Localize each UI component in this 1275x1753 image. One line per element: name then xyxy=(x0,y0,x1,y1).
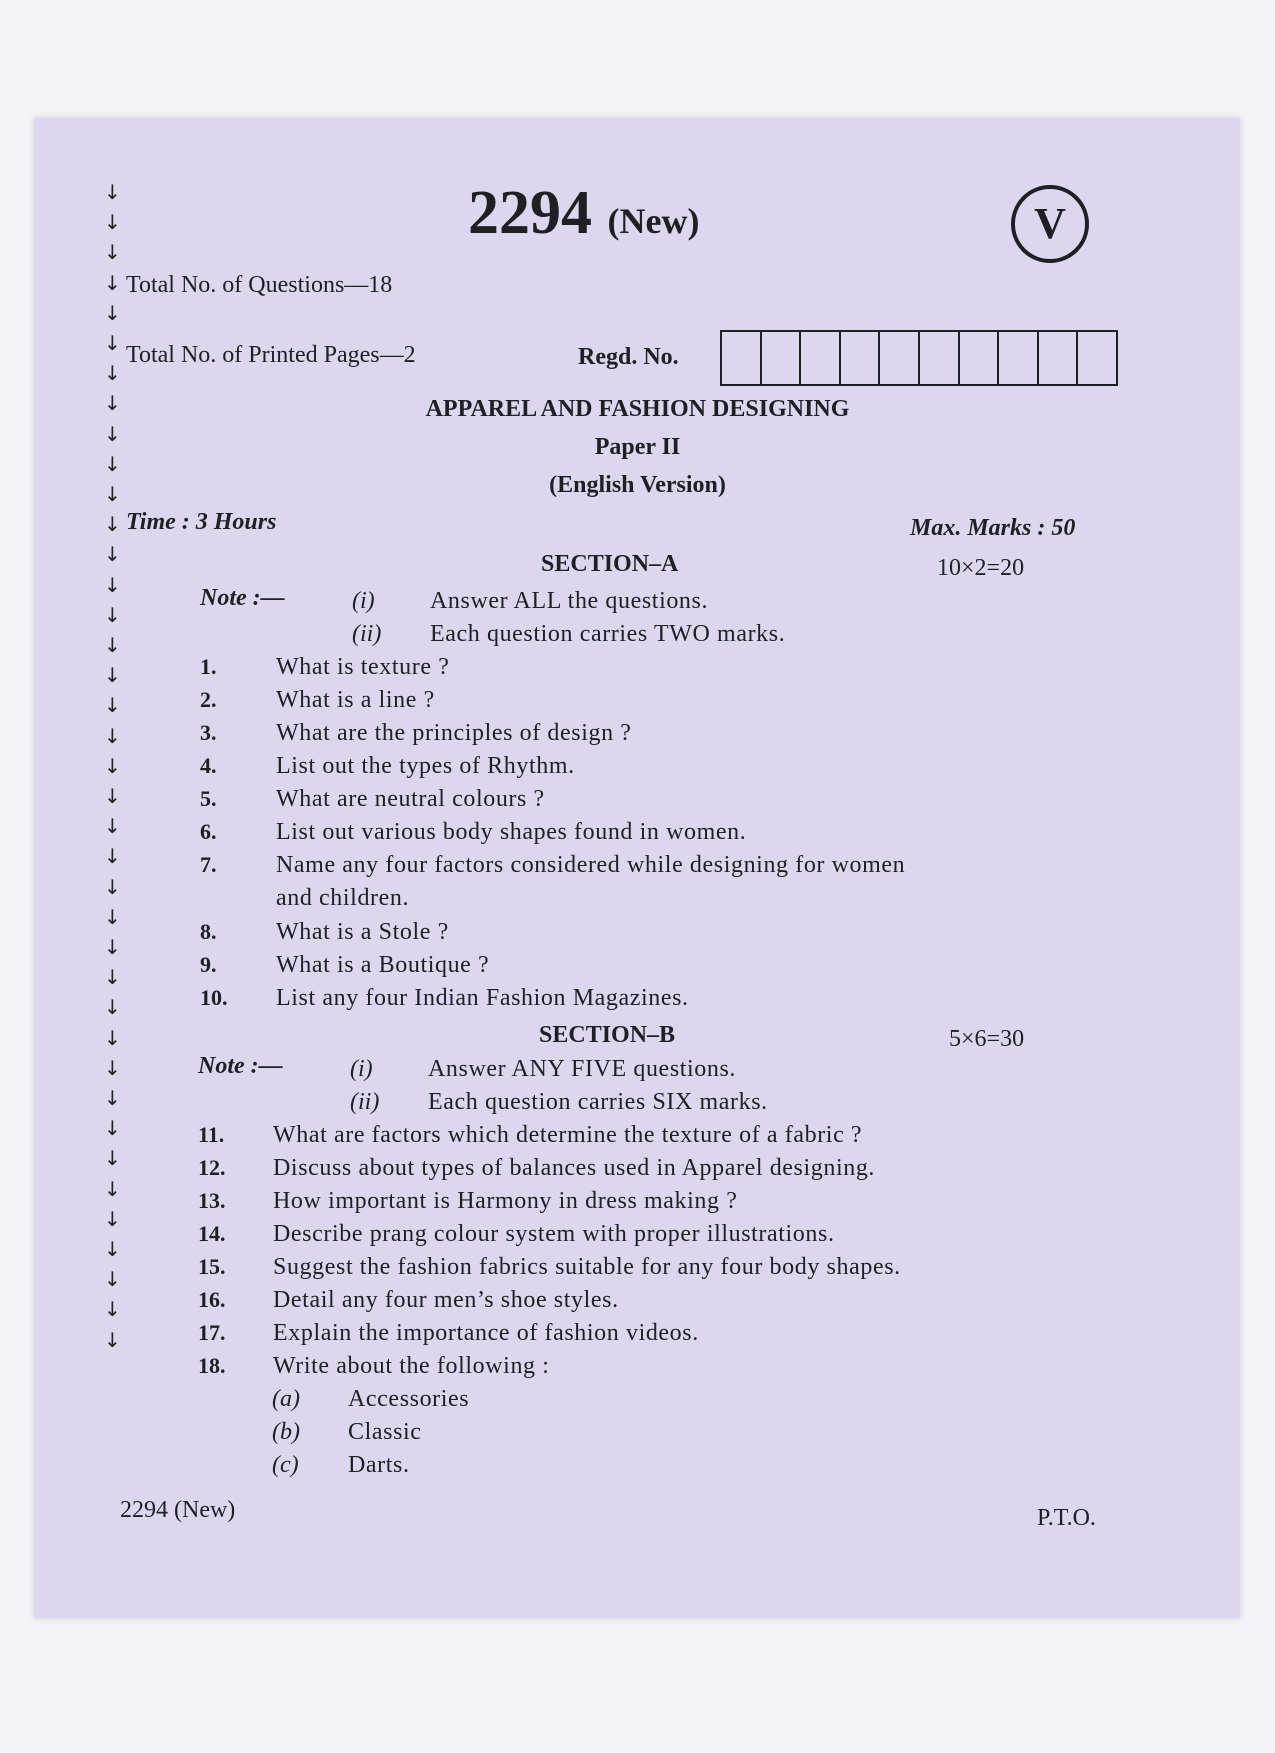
margin-arrow: ↓ xyxy=(104,693,121,718)
paper-code: 2294 (New) xyxy=(468,179,700,247)
margin-arrow: ↓ xyxy=(104,1237,121,1261)
margin-arrow: ↓ xyxy=(104,300,121,325)
margin-arrow: ↓ xyxy=(104,1297,121,1322)
margin-arrow: ↓ xyxy=(104,965,121,990)
question-text: List out various body shapes found in women. xyxy=(276,819,747,845)
question-text: What is texture ? xyxy=(276,654,450,680)
question-text: Explain the importance of fashion videos. xyxy=(273,1320,699,1346)
question-number: 6. xyxy=(200,819,217,844)
question-number: 2. xyxy=(200,687,217,712)
question-text: Write about the following : xyxy=(273,1353,550,1379)
margin-arrow: ↓ xyxy=(104,602,121,627)
margin-arrow: ↓ xyxy=(104,1055,121,1080)
margin-arrow: ↓ xyxy=(104,210,121,235)
question-number: 16. xyxy=(198,1287,226,1312)
question-number: 18. xyxy=(198,1353,226,1378)
margin-arrow: ↓ xyxy=(104,844,121,869)
question-number: 9. xyxy=(200,952,217,977)
total-questions: Total No. of Questions—18 xyxy=(126,272,393,298)
paper-number: Paper II xyxy=(594,434,681,460)
version-label: (English Version) xyxy=(549,472,726,498)
question-number: 5. xyxy=(200,786,217,811)
section-b-note-label: Note :— xyxy=(198,1053,283,1079)
margin-arrow: ↓ xyxy=(104,723,121,748)
subpart-text: Accessories xyxy=(348,1386,470,1412)
question-number: 4. xyxy=(200,753,217,778)
subpart-label: (c) xyxy=(272,1452,299,1478)
margin-arrow: ↓ xyxy=(104,784,121,808)
subpart-text: Darts. xyxy=(348,1452,410,1478)
margin-arrow: ↓ xyxy=(104,1176,121,1201)
margin-arrow: ↓ xyxy=(104,995,121,1020)
question-text: Detail any four men’s shoe styles. xyxy=(273,1287,619,1313)
question-text: Discuss about types of balances used in Apparel designing. xyxy=(273,1155,876,1181)
max-marks: Max. Marks : 50 xyxy=(910,515,1076,541)
question-text: What are factors which determine the texture of a fabric ? xyxy=(273,1122,863,1148)
question-number: 17. xyxy=(198,1320,226,1345)
subpart-text: Classic xyxy=(348,1419,422,1445)
margin-arrow: ↓ xyxy=(104,572,121,597)
margin-arrow: ↓ xyxy=(104,421,121,446)
margin-arrow: ↓ xyxy=(104,361,121,386)
margin-arrow: ↓ xyxy=(104,331,121,355)
margin-arrow: ↓ xyxy=(104,753,121,778)
total-pages: Total No. of Printed Pages—2 xyxy=(126,342,416,368)
question-number: 13. xyxy=(198,1188,226,1213)
question-text: What are the principles of design ? xyxy=(276,720,632,746)
question-number: 14. xyxy=(198,1221,226,1246)
margin-arrow: ↓ xyxy=(104,633,121,657)
margin-arrow: ↓ xyxy=(104,814,121,839)
margin-arrow: ↓ xyxy=(104,451,121,476)
question-text-continued: and children. xyxy=(276,885,410,911)
question-text: Describe prang colour system with proper illustrations. xyxy=(273,1221,835,1247)
note-text: Answer ALL the questions. xyxy=(430,588,709,614)
question-number: 3. xyxy=(200,720,217,745)
margin-arrow: ↓ xyxy=(104,663,121,688)
margin-arrow: ↓ xyxy=(104,482,121,506)
margin-arrow: ↓ xyxy=(104,874,121,899)
margin-arrow: ↓ xyxy=(104,1116,121,1141)
subpart-label: (a) xyxy=(272,1386,300,1412)
section-b-heading: SECTION–B xyxy=(539,1022,676,1048)
margin-arrow: ↓ xyxy=(104,1206,121,1231)
note-text: Answer ANY FIVE questions. xyxy=(428,1056,737,1082)
question-text: What is a Boutique ? xyxy=(276,952,490,978)
margin-arrow: ↓ xyxy=(104,512,121,537)
margin-arrow: ↓ xyxy=(104,270,121,295)
section-a-heading: SECTION–A xyxy=(541,551,679,577)
margin-arrow: ↓ xyxy=(104,180,121,204)
note-number: (i) xyxy=(352,588,375,614)
subject-title: APPAREL AND FASHION DESIGNING xyxy=(425,396,850,422)
margin-arrow: ↓ xyxy=(104,1146,121,1171)
question-number: 10. xyxy=(200,985,228,1010)
margin-arrow: ↓ xyxy=(104,904,121,929)
margin-arrow: ↓ xyxy=(104,1327,121,1352)
note-text: Each question carries SIX marks. xyxy=(428,1089,768,1115)
margin-arrow: ↓ xyxy=(104,391,121,416)
question-number: 8. xyxy=(200,919,217,944)
question-text: List out the types of Rhythm. xyxy=(276,753,575,779)
question-number: 15. xyxy=(198,1254,226,1279)
question-text: Name any four factors considered while designing for women xyxy=(276,852,906,878)
regd-label: Regd. No. xyxy=(578,344,679,370)
section-a-note-label: Note :— xyxy=(200,585,285,611)
question-text: Suggest the fashion fabrics suitable for any four body shapes. xyxy=(273,1254,901,1280)
question-number: 11. xyxy=(198,1122,225,1147)
version-badge: V xyxy=(1011,185,1089,263)
section-b-marks: 5×6=30 xyxy=(949,1026,1025,1052)
footer-pto: P.T.O. xyxy=(1037,1505,1096,1531)
question-text: What are neutral colours ? xyxy=(276,786,545,812)
time-duration: Time : 3 Hours xyxy=(126,509,277,535)
note-number: (ii) xyxy=(350,1089,380,1115)
margin-arrow: ↓ xyxy=(104,240,121,265)
question-text: What is a line ? xyxy=(276,687,435,713)
note-number: (i) xyxy=(350,1056,373,1082)
regd-number-boxes xyxy=(720,330,1118,386)
margin-arrow: ↓ xyxy=(104,1025,121,1050)
section-a-marks: 10×2=20 xyxy=(937,555,1025,581)
note-text: Each question carries TWO marks. xyxy=(430,621,786,647)
question-text: How important is Harmony in dress making ? xyxy=(273,1188,738,1214)
question-number: 7. xyxy=(200,852,217,877)
note-number: (ii) xyxy=(352,621,382,647)
margin-arrow: ↓ xyxy=(104,542,121,567)
margin-arrow: ↓ xyxy=(104,935,121,959)
question-number: 1. xyxy=(200,654,217,679)
question-number: 12. xyxy=(198,1155,226,1180)
footer-code: 2294 (New) xyxy=(120,1497,236,1523)
question-text: What is a Stole ? xyxy=(276,919,449,945)
question-text: List any four Indian Fashion Magazines. xyxy=(276,985,689,1011)
margin-arrow: ↓ xyxy=(104,1086,121,1110)
subpart-label: (b) xyxy=(272,1419,300,1445)
margin-arrow: ↓ xyxy=(104,1267,121,1292)
